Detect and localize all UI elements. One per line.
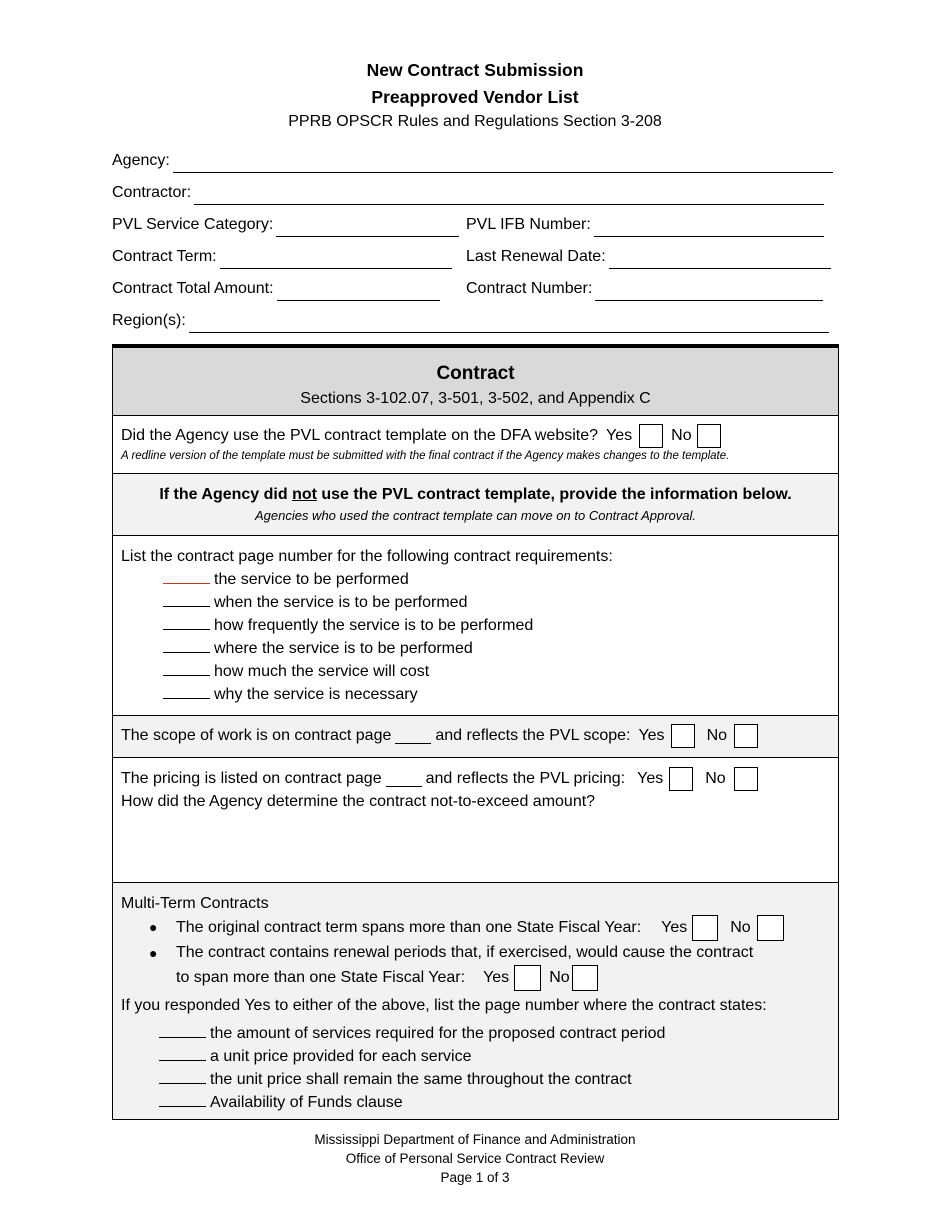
scope-no-label: No <box>706 727 728 744</box>
nte-question: How did the Agency determine the contract not-to-exceed amount? <box>121 793 596 810</box>
multi-term-section <box>113 883 838 1119</box>
form-subtitle: PPRB OPSCR Rules and Regulations Section 3-208 <box>288 113 662 130</box>
scope-text-post: and reflects the PVL scope: <box>435 727 631 744</box>
multi-term-page-blank[interactable] <box>159 1091 206 1107</box>
multi-term-page-blank[interactable] <box>159 1045 206 1061</box>
form-title-2: Preapproved Vendor List <box>371 87 579 107</box>
pvl-category-label: PVL Service Category: <box>112 216 274 233</box>
term-row <box>112 237 836 269</box>
template-question-section <box>113 416 838 474</box>
multi-term-item <box>159 1091 830 1114</box>
scope-yes-label: Yes <box>638 727 665 744</box>
contract-sections: Sections 3-102.07, 3-501, 3-502, and Appendix C <box>300 390 651 407</box>
redline-note: A redline version of the template must be submitted with the final contract if the Agency makes changes to the template. <box>121 450 730 462</box>
form-title: New Contract Submission <box>366 60 584 80</box>
last-renewal-label: Last Renewal Date: <box>466 248 606 265</box>
regions-field[interactable] <box>189 315 829 333</box>
contractor-field[interactable] <box>194 187 824 205</box>
contract-table <box>112 344 839 1120</box>
pvl-ifb-field[interactable] <box>594 219 824 237</box>
pricing-text-post: and reflects the PVL pricing: <box>425 770 626 787</box>
template-no-checkbox[interactable] <box>697 424 721 448</box>
template-no-label: No <box>671 427 692 444</box>
bullet2-yes-checkbox[interactable] <box>514 965 541 991</box>
requirement-item <box>163 660 830 683</box>
multi-term-item <box>159 1022 830 1045</box>
bullet-icon: ● <box>149 945 158 961</box>
contract-term-label: Contract Term: <box>112 248 217 265</box>
total-amount-field[interactable] <box>277 283 440 301</box>
pricing-no-label: No <box>705 770 726 787</box>
multi-term-page-blank[interactable] <box>159 1022 206 1038</box>
bullet1-text: The original contract term spans more than one State Fiscal Year: <box>176 919 642 936</box>
multi-term-item-text: a unit price provided for each service <box>210 1048 472 1065</box>
requirement-item <box>163 614 830 637</box>
pvl-ifb-label: PVL IFB Number: <box>466 216 591 233</box>
contract-term-group <box>112 245 466 269</box>
scope-page-blank[interactable] <box>395 728 431 744</box>
multi-term-item <box>159 1068 830 1091</box>
contract-number-group <box>466 277 823 301</box>
contractor-row <box>112 173 836 205</box>
agency-label: Agency: <box>112 152 170 169</box>
multi-term-item <box>159 1045 830 1068</box>
template-question-row <box>121 423 830 449</box>
requirement-item <box>163 637 830 660</box>
agency-field[interactable] <box>173 155 833 173</box>
bullet1-yes-checkbox[interactable] <box>692 915 718 941</box>
requirement-page-blank[interactable] <box>163 614 210 630</box>
multi-term-item-text: Availability of Funds clause <box>210 1094 403 1111</box>
total-amount-group <box>112 277 466 301</box>
pvl-row <box>112 205 836 237</box>
bullet1-no-checkbox[interactable] <box>757 915 784 941</box>
requirement-item <box>163 683 830 706</box>
requirement-page-blank[interactable] <box>163 568 210 584</box>
bullet1-no-label: No <box>730 919 751 936</box>
pricing-row <box>121 766 830 792</box>
page-number: Page 1 of 3 <box>440 1170 510 1185</box>
not-used-section <box>113 474 838 536</box>
requirement-text: how frequently the service is to be performed <box>214 617 534 634</box>
not-used-heading-post: use the PVL contract template, provide the information below. <box>316 486 792 503</box>
scope-text-pre: The scope of work is on contract page <box>121 727 392 744</box>
bullet2-text-1: The contract contains renewal periods that, if exercised, would cause the contract <box>176 944 754 961</box>
page-footer <box>0 1130 950 1187</box>
requirement-text: when the service is to be performed <box>214 594 468 611</box>
requirements-section <box>113 536 838 716</box>
requirement-item <box>163 568 830 591</box>
requirement-page-blank[interactable] <box>163 683 210 699</box>
multi-term-bullet <box>121 941 830 991</box>
agency-row <box>112 141 836 173</box>
pricing-yes-checkbox[interactable] <box>669 767 693 791</box>
contract-number-field[interactable] <box>595 283 823 301</box>
multi-term-item-text: the unit price shall remain the same throughout the contract <box>210 1071 632 1088</box>
bullet2-row <box>176 965 753 991</box>
multi-term-page-blank[interactable] <box>159 1068 206 1084</box>
regions-row <box>112 301 836 333</box>
pricing-section <box>113 758 838 883</box>
template-yes-label: Yes <box>606 427 633 444</box>
pricing-yes-label: Yes <box>637 770 664 787</box>
contract-info-fields <box>112 141 836 333</box>
contract-number-label: Contract Number: <box>466 280 593 297</box>
multi-term-heading: Multi-Term Contracts <box>121 895 269 912</box>
pvl-category-field[interactable] <box>276 219 459 237</box>
pricing-no-checkbox[interactable] <box>734 767 758 791</box>
requirement-item <box>163 591 830 614</box>
bullet2-no-checkbox[interactable] <box>572 965 598 991</box>
total-amount-label: Contract Total Amount: <box>112 280 274 297</box>
bullet-icon: ● <box>149 919 158 935</box>
bullet2-yes-label: Yes <box>483 969 510 986</box>
not-used-heading <box>113 483 838 507</box>
requirement-text: where the service is to be performed <box>214 640 473 657</box>
bullet2-no-label: No <box>549 969 570 986</box>
multi-term-item-text: the amount of services required for the proposed contract period <box>210 1025 666 1042</box>
requirement-text: the service to be performed <box>214 571 409 588</box>
scope-section <box>113 716 838 758</box>
form-header <box>0 57 950 133</box>
amount-row <box>112 269 836 301</box>
not-used-heading-not: not <box>292 486 317 503</box>
last-renewal-field[interactable] <box>609 251 831 269</box>
not-used-heading-pre: If the Agency did <box>159 486 293 503</box>
template-question: Did the Agency use the PVL contract template on the DFA website? <box>121 427 599 444</box>
contract-heading: Contract <box>436 363 515 384</box>
requirement-page-blank[interactable] <box>163 637 210 653</box>
footer-office: Office of Personal Service Contract Review <box>345 1151 605 1166</box>
requirements-list <box>121 568 830 706</box>
scope-row <box>121 723 830 749</box>
scope-no-checkbox[interactable] <box>734 724 758 748</box>
pvl-category-group <box>112 213 466 237</box>
bullet1-yes-label: Yes <box>661 919 688 936</box>
pricing-page-blank[interactable] <box>386 771 422 787</box>
contract-term-field[interactable] <box>220 251 452 269</box>
not-used-note: Agencies who used the contract template can move on to Contract Approval. <box>254 508 697 523</box>
bullet2-text-2: to span more than one State Fiscal Year: <box>176 969 466 986</box>
requirements-intro: List the contract page number for the following contract requirements: <box>121 548 613 565</box>
contractor-label: Contractor: <box>112 184 192 201</box>
footer-department: Mississippi Department of Finance and Administration <box>314 1132 636 1147</box>
requirement-text: how much the service will cost <box>214 663 430 680</box>
regions-label: Region(s): <box>112 312 186 329</box>
requirement-page-blank[interactable] <box>163 660 210 676</box>
template-yes-checkbox[interactable] <box>639 424 663 448</box>
bullet1-row <box>176 915 784 941</box>
requirement-page-blank[interactable] <box>163 591 210 607</box>
multi-term-bullet <box>121 915 830 941</box>
contract-section-header <box>113 348 838 416</box>
pricing-text-pre: The pricing is listed on contract page <box>121 770 382 787</box>
last-renewal-group <box>466 245 831 269</box>
multi-term-list <box>121 1022 830 1114</box>
scope-yes-checkbox[interactable] <box>671 724 695 748</box>
pvl-ifb-group <box>466 213 824 237</box>
multi-term-instruction: If you responded Yes to either of the above, list the page number where the contract states: <box>121 997 767 1014</box>
bullet2-body <box>176 941 753 991</box>
requirement-text: why the service is necessary <box>214 686 418 703</box>
